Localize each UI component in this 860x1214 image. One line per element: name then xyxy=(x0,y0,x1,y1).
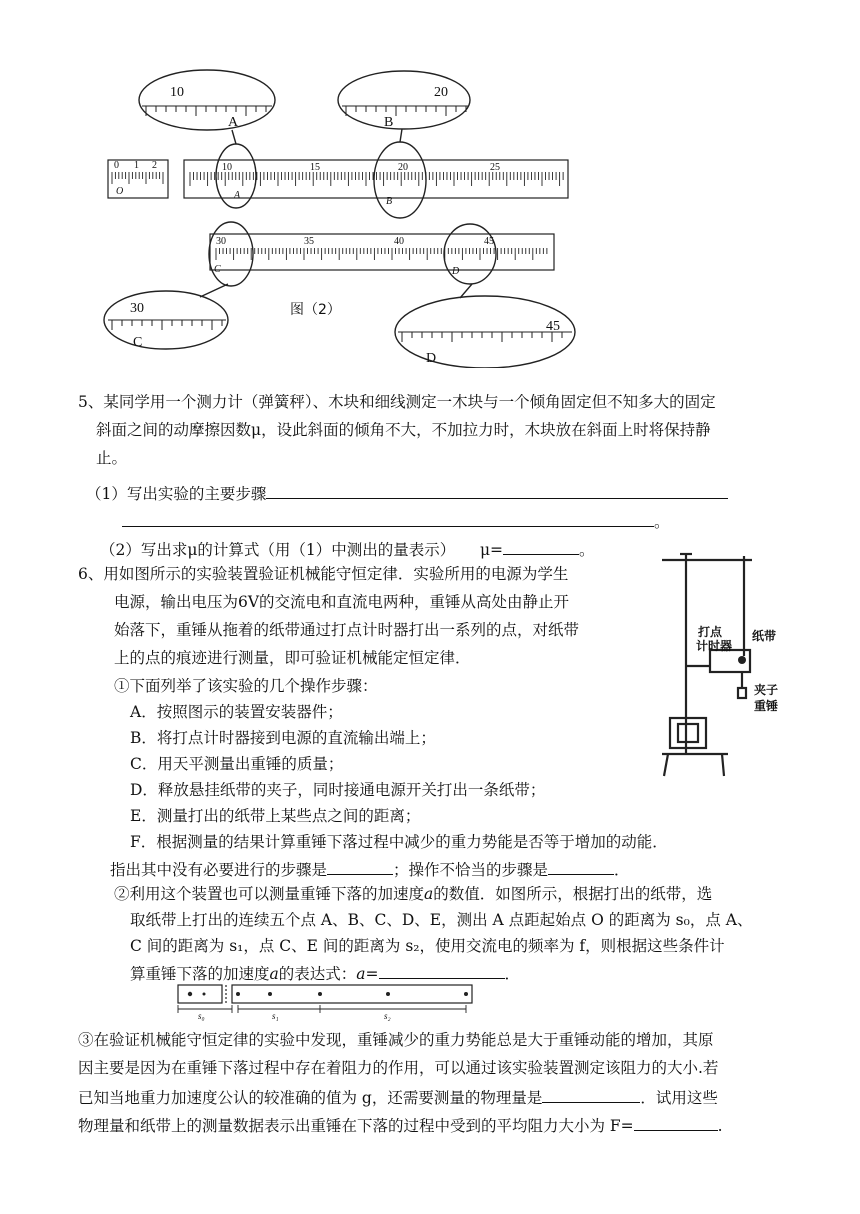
q6-part1-q-a: 指出其中没有必要进行的步骤是 xyxy=(110,861,328,879)
apparatus-figure xyxy=(658,548,788,780)
q6-step-b: B．将打点计时器接到电源的直流输出端上； xyxy=(130,729,436,747)
tape-label-s1: s₁ xyxy=(272,1011,279,1021)
tape2-tick-30: 30 xyxy=(216,236,226,247)
label-tape: 纸带 xyxy=(752,629,777,643)
q5-sub1-label: （1）写出实验的主要步骤 xyxy=(86,485,267,503)
q6-part3-line-1: ③在验证机械能守恒定律的实验中发现，重锤减少的重力势能总是大于重锤动能的增加，其原 xyxy=(78,1031,714,1049)
q6-p2-l4-var2: a xyxy=(356,965,366,983)
zoom-a-number: 10 xyxy=(170,85,184,100)
tape2-tick-45: 45 xyxy=(484,236,494,247)
paper-tape-figure xyxy=(176,983,476,1021)
q5-mu-blank[interactable] xyxy=(503,536,579,555)
tape1-tick-0: 0 xyxy=(114,160,119,171)
q6-p3-l3-a: 已知当地重力加速度公认的较准确的值为 g，还需要测量的物理量是 xyxy=(78,1089,543,1107)
ruler-tape-figure xyxy=(100,68,590,368)
tape2-point-d: D xyxy=(452,266,460,277)
q6-part3-line-4 xyxy=(78,1112,723,1138)
q6-step-e: E．测量打出的纸带上某些点之间的距离； xyxy=(130,807,421,825)
q6-p2-l4-a: 算重锤下落的加速度 xyxy=(130,965,270,983)
q6-part3-line-3 xyxy=(78,1084,718,1110)
tape1-tick-20: 20 xyxy=(398,162,408,173)
q5-line-1: 5、某同学用一个测力计（弹簧秤）、木块和细线测定一木块与一个倾角固定但不知多大的固定 xyxy=(78,393,716,411)
zoom-ellipse-b xyxy=(338,71,470,129)
zoom-b-point: B xyxy=(384,115,394,130)
q6-improper-step-blank[interactable] xyxy=(548,856,614,875)
q6-line-3: 始落下，重锤从拖着的纸带通过打点计时器打出一系列的点，对纸带 xyxy=(114,621,580,639)
tape-label-s0: s₀ xyxy=(198,1011,205,1021)
tape1-tick-1: 1 xyxy=(134,160,139,171)
q6-step-a: A．按照图示的装置安装器件； xyxy=(130,703,343,721)
q6-step-d: D．释放悬挂纸带的夹子，同时接通电源开关打出一条纸带； xyxy=(130,781,546,799)
tape2-tick-35: 35 xyxy=(304,236,314,247)
q5-line-2: 斜面之间的动摩擦因数μ，设此斜面的倾角不大，不加拉力时，木块放在斜面上时将保持静 xyxy=(96,421,711,439)
zoom-d-number: 45 xyxy=(546,319,560,334)
q5-sub1-cont xyxy=(122,508,670,534)
zoom-c-point: C xyxy=(133,335,143,350)
q6-p2-l1-var: a xyxy=(424,885,434,903)
q6-p3-l4-end: . xyxy=(717,1117,723,1135)
tape1-point-b: B xyxy=(386,196,393,207)
q6-p2-l4-c: 的表达式： xyxy=(278,965,357,983)
q5-steps-blank-2[interactable] xyxy=(122,508,654,527)
q6-line-1: 6、用如图所示的实验装置验证机械能守恒定律．实验所用的电源为学生 xyxy=(78,565,569,583)
q5-sub1 xyxy=(86,480,728,506)
q6-part2-line-2: 取纸带上打出的连续五个点 A、B、C、D、E，测出 A 点距起始点 O 的距离为 s₀，点 A、 xyxy=(130,911,753,929)
q6-part1-question xyxy=(110,856,630,882)
label-timer-2: 计时器 xyxy=(696,639,733,653)
q6-p2-l4-end: ． xyxy=(504,965,521,983)
tape1-tick-2: 2 xyxy=(152,160,157,171)
q6-unnecessary-step-blank[interactable] xyxy=(327,856,393,875)
q6-p3-l3-end: ．试用这些 xyxy=(640,1089,718,1107)
q6-part1-intro: ①下面列举了该实验的几个操作步骤： xyxy=(114,677,378,695)
label-timer-1: 打点 xyxy=(698,625,723,639)
q6-part2-line-1 xyxy=(114,882,712,906)
q5-line-3: 止。 xyxy=(96,449,128,467)
tape1-point-a: A xyxy=(234,190,241,201)
zoom-c-number: 30 xyxy=(130,301,144,316)
q6-step-f: F．根据测量的结果计算重锤下落过程中减少的重力势能是否等于增加的动能． xyxy=(130,833,668,851)
tape1-tick-10: 10 xyxy=(222,162,232,173)
tape2-point-c: C xyxy=(214,264,221,275)
q6-part1-q-b: ；操作不恰当的步骤是 xyxy=(393,861,549,879)
zoom-d-point: D xyxy=(426,351,437,366)
zoom-ellipse-a xyxy=(139,70,275,130)
zoom-a-point: A xyxy=(228,115,239,130)
tape2-tick-40: 40 xyxy=(394,236,404,247)
q6-step-c: C．用天平测量出重锤的质量； xyxy=(130,755,344,773)
q6-p3-l4-a: 物理量和纸带上的测量数据表示出重锤在下落的过程中受到的平均阻力大小为 F= xyxy=(78,1117,634,1135)
q5-sub2 xyxy=(100,536,595,562)
tape1-tick-25: 25 xyxy=(490,162,500,173)
q6-line-4: 上的点的痕迹进行测量，即可验证机械能定恒定律． xyxy=(114,649,471,667)
q5-sub2-label: （2）写出求μ的计算式（用（1）中测出的量表示） xyxy=(100,541,456,559)
q6-p2-l4-eq: = xyxy=(365,965,379,983)
q5-steps-blank-1[interactable] xyxy=(266,480,728,499)
q6-force-blank[interactable] xyxy=(634,1112,718,1131)
q6-acceleration-blank[interactable] xyxy=(379,960,505,979)
label-weight: 重锤 xyxy=(754,699,779,713)
q6-part2-line-3: C 间的距离为 s₁，点 C、E 间的距离为 s₂，使用交流电的频率为 f，则根据这些条件计 xyxy=(130,937,725,955)
q5-sub1-end: 。 xyxy=(654,513,670,531)
q6-p2-l1-a: ②利用这个装置也可以测量重锤下落的加速度 xyxy=(114,885,425,903)
q5-sub2-end: 。 xyxy=(579,541,595,559)
q6-p2-l1-b: 的数值．如图所示，根据打出的纸带，选 xyxy=(433,885,713,903)
q6-p2-l4-var1: a xyxy=(269,965,279,983)
tape1-origin: O xyxy=(116,186,124,197)
tape-label-s2: s₂ xyxy=(384,1011,391,1021)
q6-line-2: 电源，输出电压为6V的交流电和直流电两种，重锤从高处由静止开 xyxy=(114,593,570,611)
q6-part3-line-2: 因主要是因为在重锤下落过程中存在着阻力的作用，可以通过该实验装置测定该阻力的大小.若 xyxy=(78,1059,719,1077)
tape1-tick-15: 15 xyxy=(310,162,320,173)
figure-caption: 图（2） xyxy=(290,302,341,318)
label-clip: 夹子 xyxy=(754,683,779,697)
zoom-b-number: 20 xyxy=(434,85,448,100)
q6-quantity-blank[interactable] xyxy=(542,1084,640,1103)
q6-part1-q-end: ． xyxy=(614,861,630,879)
q5-mu-label: μ= xyxy=(479,541,504,559)
